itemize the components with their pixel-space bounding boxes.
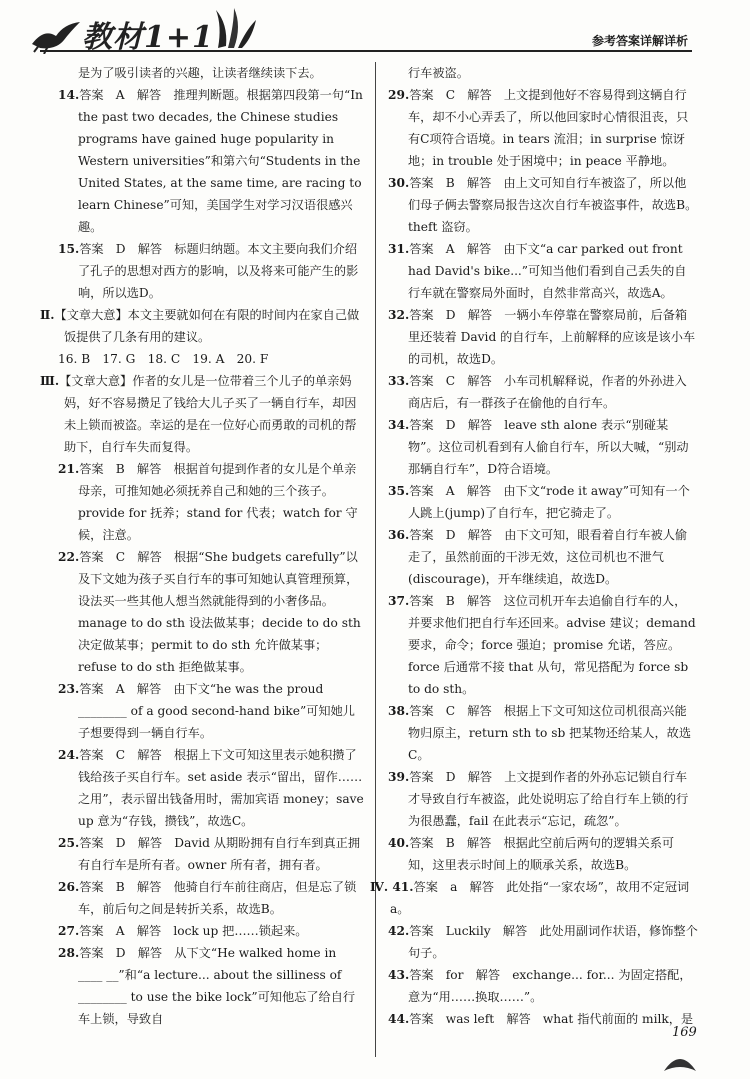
passage-summary: Ⅱ.【文章大意】本文主要就如何在有限的时间内在家自己做饭提供了几条有用的建议。	[40, 308, 360, 344]
answer-item: 39.答案 D 解答 上文提到作者的外孙忘记锁自行车才导致自行车被盗，此处说明忘了给自行车上锁的行为很愚蠢，fail 在此表示“忘记，疏忽”。	[388, 770, 689, 828]
left-column	[40, 62, 364, 1030]
answer-item: 14.答案 A 解答 推理判断题。根据第四段第一句“In the past two decades, the Chinese studies programs have gained huge popularity in Western universities”和第六句“Students in the United States, at the same time, are racing to learn Chinese”可知，美国学生对学习汉语很感兴趣。	[58, 88, 363, 234]
page-footer	[600, 1015, 740, 1075]
brand-title: 教材1+1	[82, 20, 214, 55]
answer-item: 38.答案 C 解答 根据上下文可知这位司机很高兴能物归原主，return sth to sb 把某物还给某人，故选C。	[388, 704, 692, 762]
header-section-label: 参考答案详解详析	[591, 34, 688, 48]
leaf-ornament-icon	[660, 1045, 700, 1075]
answer-item: 27.答案 A 解答 lock up 把……锁起来。	[58, 924, 308, 938]
answer-item: 33.答案 C 解答 小车司机解释说，作者的外孙进入商店后，有一群孩子在偷他的自行车。	[388, 374, 687, 410]
answer-item: 30.答案 B 解答 由上文可知自行车被盗了，所以他们母子俩去警察局报告这次自行车被盗事件，故选B。theft 盗窃。	[388, 176, 698, 234]
page-header	[0, 0, 750, 58]
answer-item: 22.答案 C 解答 根据“She budgets carefully”以及下文她为孩子买自行车的事可知她认真管理预算，设法买一些其他人想当然就能得到的小奢侈品。manage to do sth 设法做某事；decide to do sth 决定做某事；permit to do sth 允许做某事；refuse to do sth 拒绝做某事。	[58, 550, 361, 674]
answer-item: 32.答案 D 解答 一辆小车停靠在警察局前，后备箱里还装着 David 的自行车，上前解释的应该是该小车的司机，故选D。	[388, 308, 696, 366]
answer-item: 31.答案 A 解答 由下文“a car parked out front had David's bike...”可知当他们看到自己丢失的自行车就在警察局外面时，自然非常高兴，故选A。	[388, 242, 687, 300]
answer-item: 35.答案 A 解答 由下文“rode it away”可知有一个人跳上(jump)了自行车，把它骑走了。	[388, 484, 690, 520]
answer-item: 23.答案 A 解答 由下文“he was the proud ________ of a good second-hand bike”可知她儿子想要得到一辆自行车。	[58, 682, 355, 740]
answer-item: 34.答案 D 解答 leave sth alone 表示“别碰某物”。这位司机看到有人偷自行车，所以大喊，“别动那辆自行车”，D符合语境。	[388, 418, 689, 476]
answer-item: 40.答案 B 解答 根据此空前后两句的逻辑关系可知，这里表示时间上的顺承关系，故选B。	[388, 836, 675, 872]
answer-item: 15.答案 D 解答 标题归纳题。本文主要向我们介绍了孔子的思想对西方的影响，以及将来可能产生的影响，所以选D。	[58, 242, 359, 300]
answer-item: 26.答案 B 解答 他骑自行车前往商店，但是忘了锁车，前后句之间是转折关系，故选B。	[58, 880, 357, 916]
bird-ornament-icon	[30, 14, 82, 54]
right-column	[370, 62, 698, 1030]
answer-key-line: 16. B 17. G 18. C 19. A 20. F	[58, 352, 269, 366]
continued-text: 是为了吸引读者的兴趣，让读者继续读下去。	[78, 66, 322, 80]
header-rule	[40, 50, 692, 52]
answer-item: 29.答案 C 解答 上文提到他好不容易得到这辆自行车，却不小心弄丢了，所以他回家时心情很沮丧，只有C项符合语境。in tears 流泪；in surprise 惊讶地；in trouble 处于困境中；in peace 平静地。	[388, 88, 689, 168]
continued-text: 行车被盗。	[408, 66, 469, 80]
answer-item: 43.答案 for 解答 exchange... for... 为固定搭配，意为“用……换取……”。	[388, 968, 692, 1004]
passage-summary: Ⅲ.【文章大意】作者的女儿是一位带着三个儿子的单亲妈妈，好不容易攒足了钱给大儿子买了一辆自行车，却因未上锁而被盗。幸运的是在一位好心而勇敢的司机的帮助下，自行车失而复得。	[40, 374, 357, 454]
leaf-ornament-icon	[212, 6, 258, 50]
answer-item: 44.答案 was left 解答 what 指代前面的 milk，是	[388, 1012, 694, 1026]
answer-item: 42.答案 Luckily 解答 此处用副词作状语，修饰整个句子。	[388, 924, 698, 960]
answer-item: 25.答案 D 解答 David 从期盼拥有自行车到真正拥有自行车是所有者。owner 所有者，拥有者。	[58, 836, 361, 872]
answer-item: Ⅳ. 41.答案 a 解答 此处指“一家农场”，故用不定冠词 a。	[370, 880, 690, 916]
answer-item: 36.答案 D 解答 由下文可知，眼看着自行车被人偷走了，虽然前面的干涉无效，这位司机也不泄气(discourage)，开车继续追，故选D。	[388, 528, 688, 586]
answer-item: 21.答案 B 解答 根据首句提到作者的女儿是个单亲母亲，可推知她必须抚养自己和她的三个孩子。provide for 抚养；stand for 代表；watch for 守候，注意。	[58, 462, 358, 542]
answer-item: 37.答案 B 解答 这位司机开车去追偷自行车的人，并要求他们把自行车还回来。advise 建议；demand 要求，命令；force 强迫；promise 允诺，答应。force 后通常不接 that 从句，常见搭配为 force sb to do sth。	[388, 594, 696, 696]
answer-item: 28.答案 D 解答 从下文“He walked home in ____ __”和“a lecture... about the silliness of ________ to use the bike lock”可知他忘了给自行车上锁，导致自	[58, 946, 356, 1026]
answer-item: 24.答案 C 解答 根据上下文可知这里表示她积攒了钱给孩子买自行车。set aside 表示“留出，留作……之用”，表示留出钱备用时，需加宾语 money；save up 意为“存钱，攒钱”，故选C。	[58, 748, 364, 828]
page-number: 169	[672, 1025, 697, 1040]
